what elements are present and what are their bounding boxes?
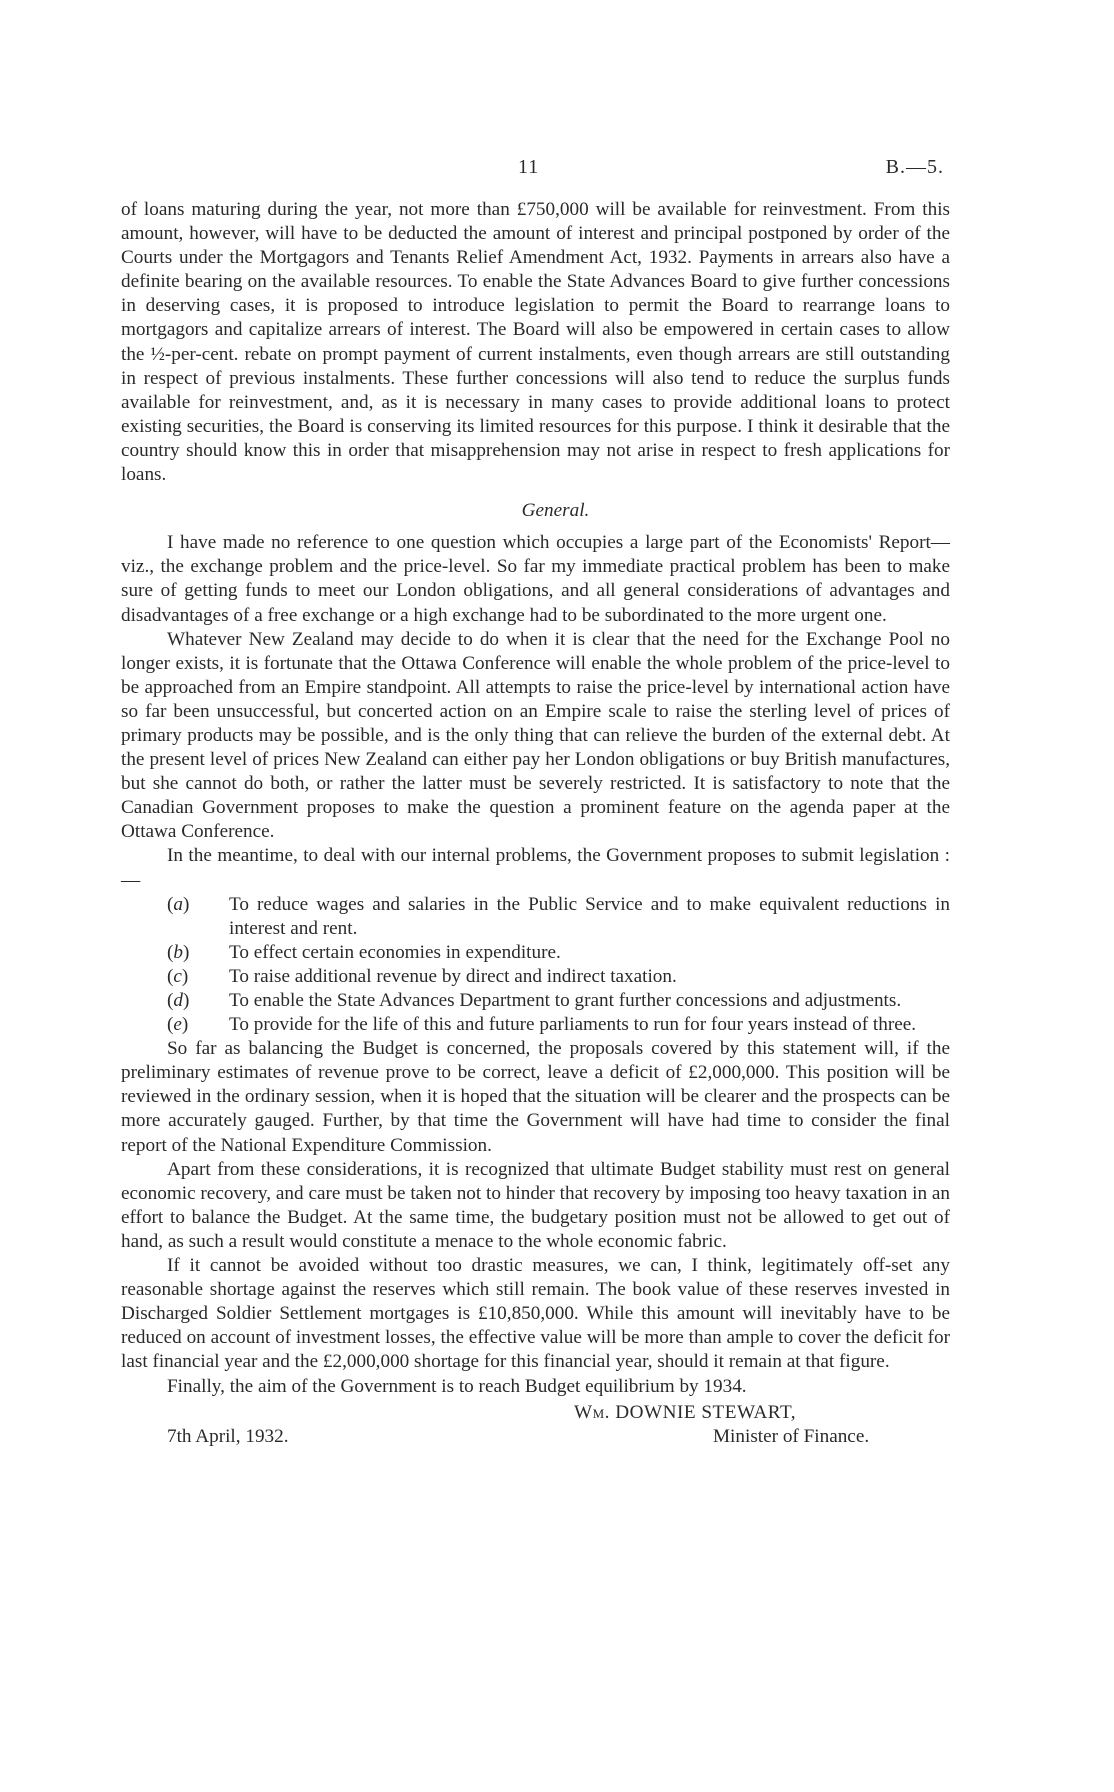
document-body: [121, 198, 950, 1461]
list-item-text: To enable the State Advances Department to grant further concessions and adjustments.: [229, 990, 902, 1011]
signature-block: [121, 1401, 950, 1461]
list-item: (a) To reduce wages and salaries in the Public Service and to make equivalent reductions in interest and rent.: [167, 893, 950, 939]
section-heading-general: General.: [521, 500, 590, 522]
list-item-text: To effect certain economies in expenditure.: [229, 941, 561, 963]
page-number: 11: [518, 156, 540, 178]
list-item: (e) To provide for the life of this and future parliaments to run for four years instead of three.: [167, 1014, 917, 1036]
list-item-text: To provide for the life of this and future parliaments to run for four years instead of three.: [229, 1014, 917, 1036]
list-item-key: a: [173, 893, 183, 915]
paragraph-budget-deficit: So far as balancing the Budget is concerned, the proposals covered by this statement will, if the preliminary estimates of revenue prove to be correct, leave a deficit of £2,000,000. This position will be reviewed in the ordinary session, when it is hoped that the situation will be clearer and the prospects can be more accurately gauged. Further, by that time the Government will have had time to consider the final report of the National Expenditure Commission.: [121, 1038, 950, 1156]
page-header: [0, 156, 1114, 186]
signatory-name: Wm. DOWNIE STEWART,: [574, 1401, 797, 1423]
list-item-text: To reduce wages and salaries in the Public Service and to make equivalent reductions in interest and rent.: [229, 893, 950, 939]
list-item: (b) To effect certain economies in expenditure.: [167, 941, 561, 963]
paragraph-legislation-intro: In the meantime, to deal with our internal problems, the Government proposes to submit legislation :—: [121, 845, 950, 891]
list-item: (d) To enable the State Advances Department to grant further concessions and adjustments.: [167, 990, 902, 1011]
legislation-list: [121, 893, 950, 1038]
list-item-text: To raise additional revenue by direct and indirect taxation.: [229, 965, 677, 987]
list-item-key: e: [173, 1014, 182, 1036]
list-item: (c) To raise additional revenue by direct and indirect taxation.: [167, 965, 677, 987]
signature-date: 7th April, 1932.: [167, 1425, 289, 1447]
paragraph-reserves: If it cannot be avoided without too drastic measures, we can, I think, legitimately off-set any reasonable shortage against the reserves which still remain. The book value of these reserves invested in Discharged Soldier Settlement mortgages is £10,850,000. While this amount will inevitably have to be reduced on account of investment losses, the effective value will be more than ample to cover the deficit for last financial year and the £2,000,000 shortage for this financial year, should it remain at that figure.: [121, 1255, 950, 1373]
paragraph-budget-stability: Apart from these considerations, it is recognized that ultimate Budget stability must rest on general economic recovery, and care must be taken not to hinder that recovery by imposing too heavy taxation in an effort to balance the Budget. At the same time, the budgetary position must not be allowed to get out of hand, as such a result would constitute a menace to the whole economic fabric.: [121, 1158, 950, 1252]
paragraph-equilibrium: Finally, the aim of the Government is to reach Budget equilibrium by 1934.: [167, 1375, 747, 1397]
list-item-key: c: [173, 965, 182, 987]
paragraph-exchange-problem: I have made no reference to one question which occupies a large part of the Economists' Report—viz., the exchange problem and the price-level. So far my immediate practical problem has been to make sure of getting funds to meet our London obligations, and all general considerations of advantages and disadvantages of a free exchange or a high exchange had to be subordinated to the more urgent one.: [121, 532, 950, 626]
paragraph-ottawa-conference: Whatever New Zealand may decide to do when it is clear that the need for the Exchange Pool no longer exists, it is fortunate that the Ottawa Conference will enable the whole problem of the price-level to be approached from an Empire standpoint. All attempts to raise the price-level by international action have so far been unsuccessful, but concerted action on an Empire scale to raise the sterling level of prices of primary products may be possible, and is the only thing that can relieve the burden of the external debt. At the present level of prices New Zealand can either pay her London obligations or buy British manufactures, but she cannot do both, or rather the latter must be severely restricted. It is satisfactory to note that the Canadian Government proposes to make the question a prominent feature on the agenda paper at the Ottawa Conference.: [121, 628, 950, 843]
signatory-title: Minister of Finance.: [713, 1425, 870, 1447]
list-item-key: d: [173, 990, 183, 1011]
list-item-key: b: [173, 941, 183, 963]
document-reference: B.—5.: [885, 156, 944, 178]
paragraph-loans: of loans maturing during the year, not more than £750,000 will be available for reinvestment. From this amount, however, will have to be deducted the amount of interest and principal postponed by order of the Courts under the Mortgagors and Tenants Relief Amendment Act, 1932. Payments in arrears also have a definite bearing on the available resources. To enable the State Advances Board to give further concessions in deserving cases, it is proposed to introduce legislation to permit the Board to rearrange loans to mortgagors and capitalize arrears of interest. The Board will also be empowered in certain cases to allow the ½-per-cent. rebate on prompt payment of current instalments, even though arrears are still outstanding in respect of previous instalments. These further concessions will also tend to reduce the surplus funds available for reinvestment, and, as it is necessary in many cases to provide additional loans to protect existing securities, the Board is conserving its limited resources for this purpose. I think it desirable that the country should know this in order that misapprehension may not arise in respect to fresh applications for loans.: [121, 199, 950, 486]
